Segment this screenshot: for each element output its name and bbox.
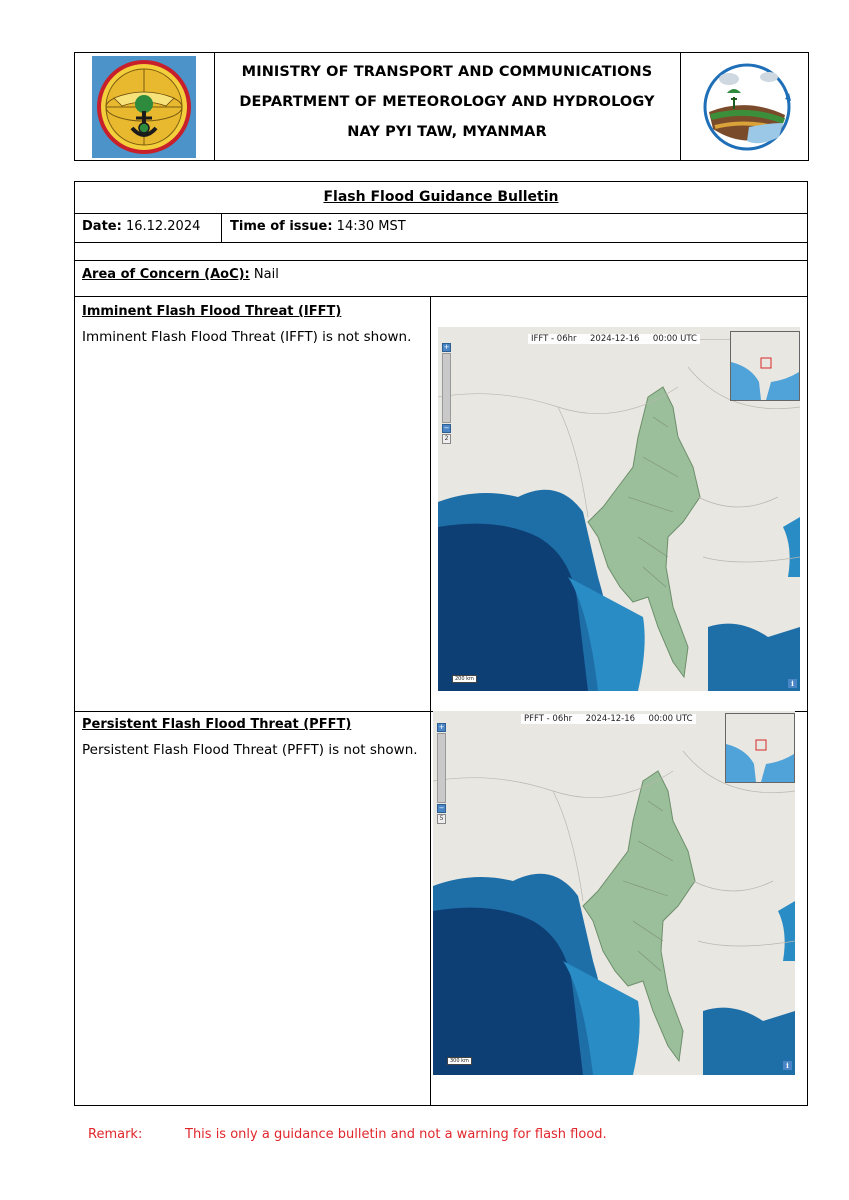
- zoom-in-icon[interactable]: +: [438, 723, 445, 731]
- pfft-map[interactable]: [433, 711, 795, 1075]
- date-cell: [75, 213, 222, 242]
- date-label: Date:: [82, 219, 122, 234]
- info-icon[interactable]: i: [783, 1061, 792, 1070]
- ministry-name: MINISTRY OF TRANSPORT AND COMMUNICATIONS: [241, 64, 653, 80]
- bulletin-title: Flash Flood Guidance Bulletin: [323, 189, 559, 205]
- pfft-text-cell: [82, 716, 420, 762]
- letterhead-left-cell: [75, 53, 215, 160]
- zoom-slider[interactable]: [442, 353, 451, 423]
- letterhead: [74, 52, 809, 161]
- letterhead-title-cell: [214, 57, 680, 157]
- bulletin-title-row: [75, 182, 807, 214]
- info-icon[interactable]: i: [788, 679, 797, 688]
- ifft-text-cell: [82, 303, 420, 349]
- ifft-map-title: IFFT - 06hr 2024-12-16 00:00 UTC: [528, 334, 700, 344]
- remark-text: This is only a guidance bulletin and not a warning for flash flood.: [185, 1127, 607, 1142]
- remark-label: Remark:: [88, 1127, 143, 1142]
- zoom-in-icon[interactable]: +: [443, 343, 450, 351]
- department-name: DEPARTMENT OF METEOROLOGY AND HYDROLOGY: [239, 94, 655, 110]
- pfft-map-title: PFFT - 06hr 2024-12-16 00:00 UTC: [521, 714, 696, 724]
- remark-text-wrap: [185, 1127, 607, 1142]
- pfft-heading: Persistent Flash Flood Threat (PFFT): [82, 717, 352, 732]
- overview-inset-map[interactable]: [730, 331, 800, 401]
- area-of-concern-row: [75, 260, 807, 297]
- date-row: [75, 213, 807, 243]
- date-value: 16.12.2024: [125, 219, 201, 234]
- time-value: 14:30 MST: [336, 219, 406, 234]
- hydrological-cycle-icon: [699, 57, 795, 160]
- time-cell: [223, 213, 807, 242]
- map-scale-bar: 300 km: [447, 1057, 472, 1065]
- zoom-out-icon[interactable]: −: [438, 804, 445, 812]
- ministry-seal-icon: [92, 56, 196, 163]
- ifft-map[interactable]: [438, 327, 800, 691]
- ifft-text: Imminent Flash Flood Threat (IFFT) is not shown.: [82, 329, 412, 345]
- time-label: Time of issue:: [230, 219, 333, 234]
- ifft-heading: Imminent Flash Flood Threat (IFFT): [82, 304, 342, 319]
- pfft-text: Persistent Flash Flood Threat (PFFT) is not shown.: [82, 742, 418, 758]
- aoc-label: Area of Concern (AoC):: [82, 267, 250, 282]
- letterhead-right-cell: [680, 53, 809, 160]
- remark: [88, 1127, 142, 1142]
- zoom-out-icon[interactable]: −: [443, 424, 450, 432]
- blank-row: [75, 242, 807, 261]
- zoom-slider[interactable]: [437, 733, 446, 803]
- aoc-value: Nail: [253, 267, 279, 282]
- map-scale-bar: 200 km: [452, 675, 477, 683]
- zoom-level: 2: [442, 434, 451, 444]
- location-name: NAY PYI TAW, MYANMAR: [347, 124, 547, 140]
- overview-inset-map[interactable]: [725, 713, 795, 783]
- zoom-level: 5: [437, 814, 446, 824]
